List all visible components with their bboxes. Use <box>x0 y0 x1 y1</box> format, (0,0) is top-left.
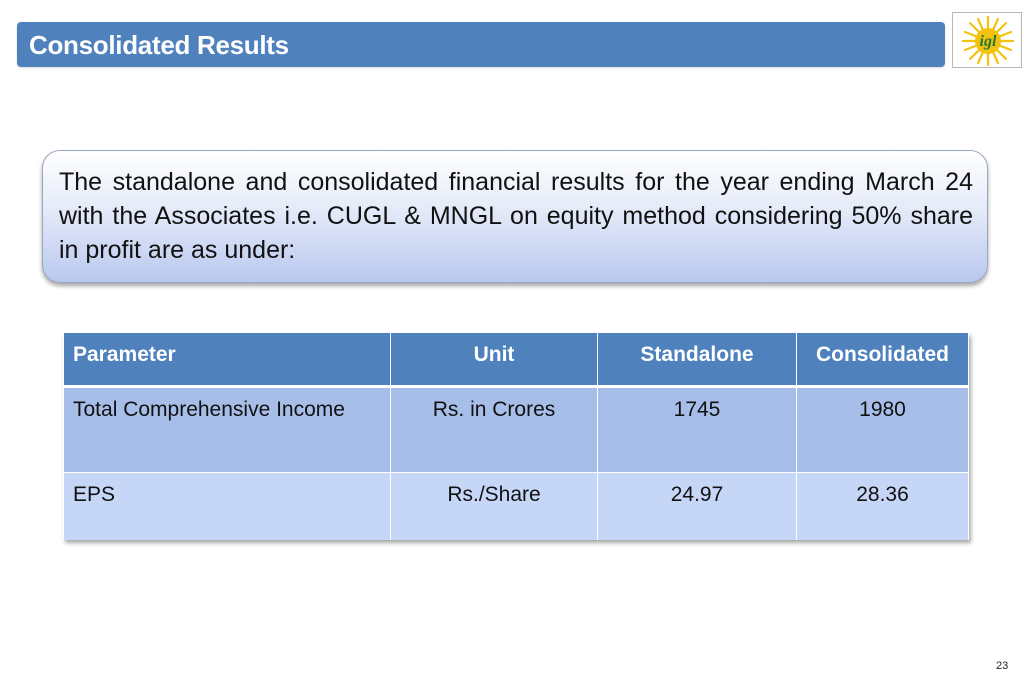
page-title: Consolidated Results <box>29 30 289 60</box>
table-row <box>64 386 969 472</box>
table-row <box>64 472 969 540</box>
cell-standalone: 24.97 <box>598 472 797 540</box>
header-unit: Unit <box>391 333 598 386</box>
cell-consolidated: 28.36 <box>797 472 969 540</box>
cell-unit: Rs. in Crores <box>391 386 598 472</box>
cell-standalone: 1745 <box>598 386 797 472</box>
logo-text: igl <box>979 33 997 50</box>
cell-parameter: Total Comprehensive Income <box>64 386 391 472</box>
header-standalone: Standalone <box>598 333 797 386</box>
header-consolidated: Consolidated <box>797 333 969 386</box>
title-bar <box>17 22 945 67</box>
header-parameter: Parameter <box>64 333 391 386</box>
page-number: 23 <box>996 660 1009 672</box>
cell-unit: Rs./Share <box>391 472 598 540</box>
intro-callout <box>42 150 988 283</box>
cell-parameter: EPS <box>64 472 391 540</box>
table-header-row <box>64 333 969 386</box>
company-logo <box>952 12 1022 68</box>
intro-text: The standalone and consolidated financial results for the year ending March 24 with the Associates i.e. CUGL & MNGL on equity method considering 50% share in profit are as under: <box>59 168 973 264</box>
results-table <box>63 333 969 540</box>
cell-consolidated: 1980 <box>797 386 969 472</box>
igl-logo-icon <box>953 13 1023 69</box>
